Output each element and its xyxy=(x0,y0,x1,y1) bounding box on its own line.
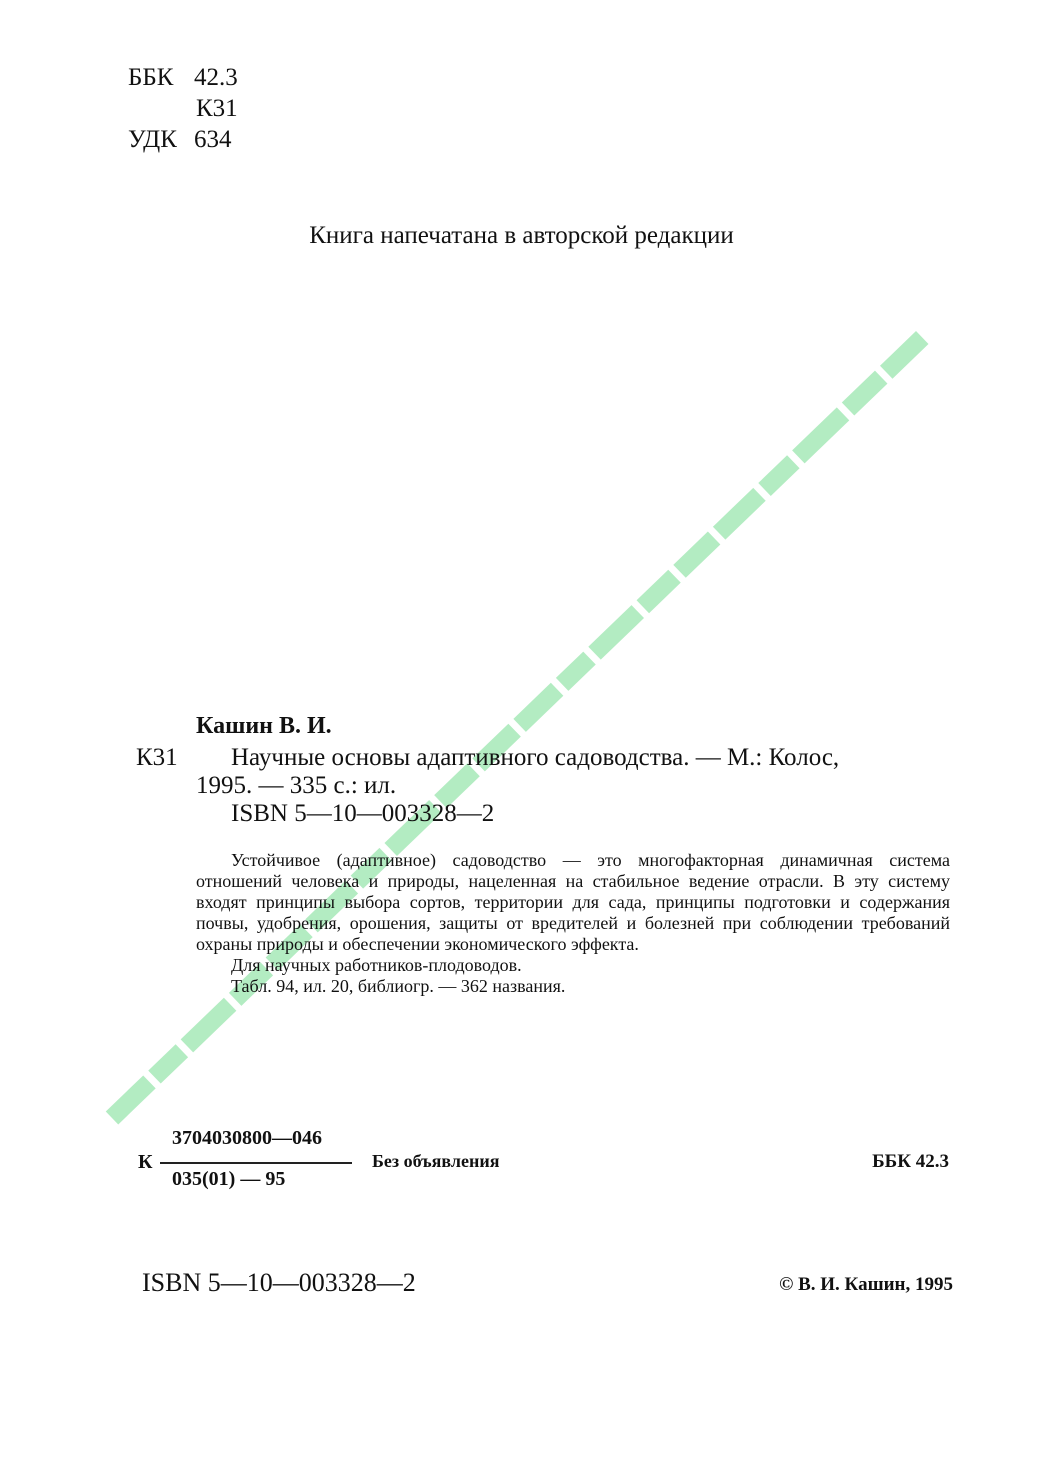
imprint-fraction-line xyxy=(160,1162,352,1164)
watermark-segment xyxy=(842,371,888,416)
classification-block xyxy=(128,62,238,155)
watermark-segment xyxy=(792,407,849,463)
watermark-segment xyxy=(513,683,563,732)
watermark-segment xyxy=(673,532,720,578)
udk-label: УДК xyxy=(128,126,177,153)
footer-isbn: ISBN 5—10—003328—2 xyxy=(142,1268,416,1297)
bbk-label: ББК xyxy=(128,64,174,91)
watermark-segment xyxy=(106,1075,156,1124)
no-announcement: Без объявления xyxy=(372,1151,500,1171)
watermark-segment xyxy=(880,331,928,379)
bibliographic-isbn: ISBN 5—10—003328—2 xyxy=(231,800,495,827)
watermark-segment xyxy=(713,488,766,540)
bibliographic-title: Научные основы адаптивного садоводства. — М.: Колос, xyxy=(231,744,840,771)
bbk-row xyxy=(128,62,238,93)
imprint-numerator: 3704030800—046 xyxy=(172,1127,322,1149)
imprint-k-letter: К xyxy=(138,1151,153,1173)
author-mark-row xyxy=(128,93,238,124)
author-mark: К31 xyxy=(196,95,238,122)
imprint-bbk: ББК 42.3 xyxy=(872,1151,949,1172)
watermark-segment xyxy=(556,652,596,691)
author-name: Кашин В. И. xyxy=(196,713,332,739)
imprint-denominator: 035(01) — 95 xyxy=(172,1168,286,1190)
bibliographic-code: К31 xyxy=(136,744,178,771)
annotation-audience: Для научных работников-плодоводов. xyxy=(231,955,522,975)
udk-row xyxy=(128,124,238,155)
watermark-segment xyxy=(637,570,681,613)
watermark-segment xyxy=(148,1044,188,1083)
annotation xyxy=(196,850,950,997)
watermark-segment xyxy=(588,605,644,660)
watermark-segment xyxy=(758,455,799,496)
watermark-segment xyxy=(181,998,237,1053)
bibliographic-publication-info: 1995. — 335 с.: ил. xyxy=(196,772,397,799)
bbk-value: 42.3 xyxy=(194,64,238,91)
edition-note: Книга напечатана в авторской редакции xyxy=(309,222,734,249)
annotation-paragraph: Устойчивое (адаптивное) садоводство — это многофакторная динамичная система отношений человека и природы, нацеленная на стабильное ведение отрасли. В эту систему входят принципы выбора сортов, территории для сада, принципы подготовки и содержания почвы, удобрения, орошения, защиты от вредителей и болезней при соблюдении требований охраны природы и обеспечении экономического эффекта. xyxy=(196,850,950,954)
annotation-stats: Табл. 94, ил. 20, библиогр. — 362 названия. xyxy=(231,976,566,996)
udk-value: 634 xyxy=(194,126,232,153)
copyright: © В. И. Кашин, 1995 xyxy=(779,1274,953,1295)
